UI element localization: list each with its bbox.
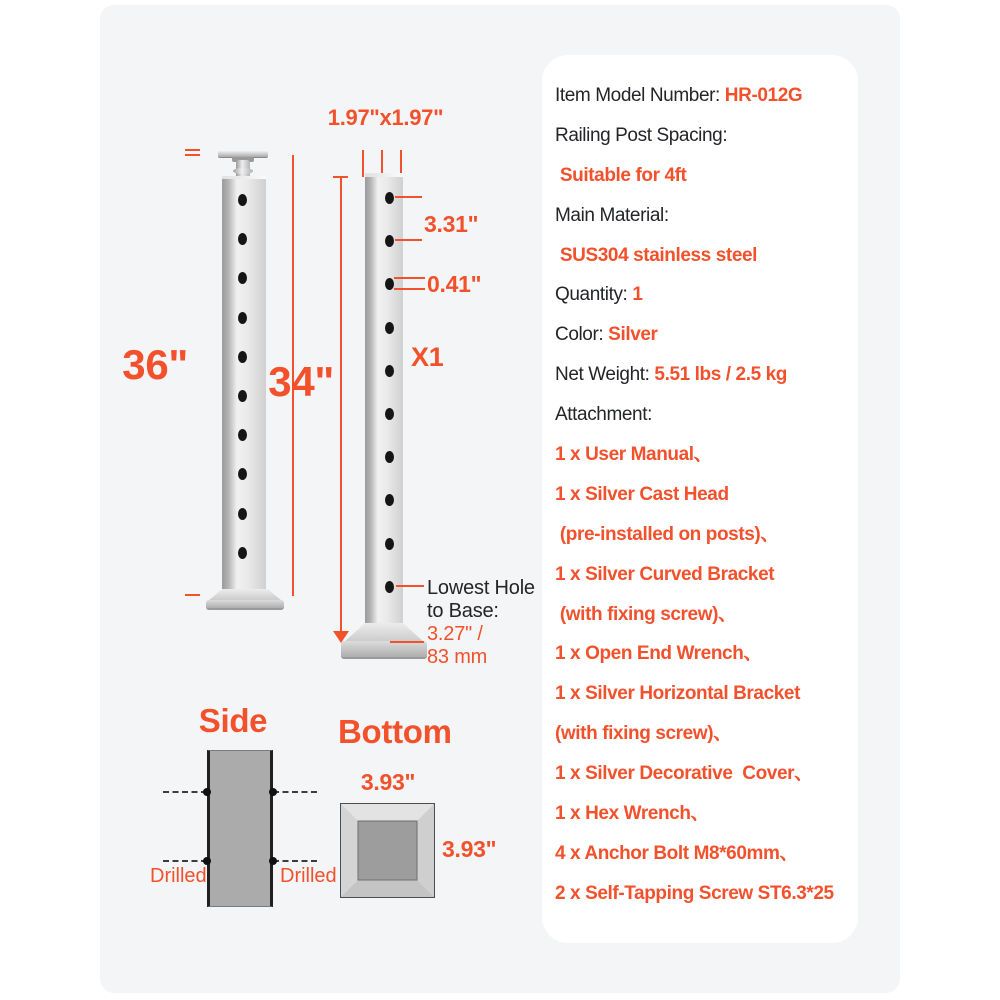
spec-line: 1 x User Manual、 (555, 444, 713, 466)
side-dash-lower-right (273, 860, 317, 862)
lowest-hole-line-4: 83 mm (427, 646, 488, 668)
lowest-hole-line-3: 3.27" / (427, 623, 483, 645)
spec-line: Quantity: 1 (555, 284, 643, 306)
spec-line: 1 x Silver Horizontal Bracket (555, 683, 801, 705)
post-height-36-label: 36" (122, 341, 188, 388)
leader-hole-diameter-top (394, 277, 425, 279)
bottom-depth-label: 3.93" (442, 836, 497, 862)
left-post-base-plate (206, 600, 284, 610)
leader-hole-diameter-bottom (394, 288, 425, 290)
side-dash-upper-right (273, 791, 317, 793)
bottom-width-label: 3.93" (360, 769, 416, 795)
spec-line: Railing Post Spacing: (555, 124, 728, 146)
dim-tick-36-bottom (185, 594, 200, 596)
spec-line: 1 x Silver Cast Head (555, 483, 729, 505)
drilled-hole (238, 508, 247, 520)
side-dot-lower-right (269, 857, 277, 865)
side-dash-lower-left (163, 860, 207, 862)
drilled-hole (238, 312, 247, 324)
dim-tick-34-top (333, 176, 348, 178)
drilled-label-left: Drilled (150, 865, 207, 887)
right-post-base-plate (341, 641, 427, 659)
hole-diameter-label: 0.41" (427, 271, 482, 297)
spec-line: 4 x Anchor Bolt M8*60mm、 (555, 842, 799, 864)
right-post (365, 177, 403, 625)
spec-line: (with fixing screw)、 (555, 603, 737, 625)
spec-line: Item Model Number: HR-012G (555, 85, 803, 106)
spec-card (542, 55, 858, 943)
side-view-title: Side (198, 702, 268, 739)
drilled-hole (238, 194, 247, 206)
drilled-hole (385, 365, 394, 377)
section-size-label: 1.97"x1.97" (327, 105, 444, 130)
drilled-hole (385, 322, 394, 334)
side-dot-lower-left (203, 857, 211, 865)
spec-line: Suitable for 4ft (555, 164, 687, 186)
dim-tick-36-top (185, 154, 200, 156)
base-plate-bottom-view (340, 803, 435, 898)
dim-tick-36-top (185, 149, 200, 151)
drilled-hole (238, 351, 247, 363)
leader-lowest-hole (396, 585, 424, 587)
leader-hole-1 (395, 196, 422, 198)
spec-line: 2 x Self-Tapping Screw ST6.3*25 (555, 882, 834, 904)
cast-head-bulge (233, 168, 253, 174)
spec-list (542, 55, 858, 914)
lowest-hole-line-1: Lowest Hole (427, 577, 535, 599)
dim-line-34 (340, 177, 342, 632)
section-tick-1 (362, 150, 364, 177)
drilled-hole (238, 390, 247, 402)
leader-base (390, 641, 424, 643)
spec-line: Net Weight: 5.51 lbs / 2.5 kg (555, 364, 788, 386)
drilled-label-right: Drilled (280, 865, 337, 887)
drilled-hole (385, 538, 394, 550)
spec-line: SUS304 stainless steel (555, 244, 758, 266)
lowest-hole-annotation (427, 577, 535, 669)
spec-line: (pre-installed on posts)、 (555, 523, 779, 545)
side-view-post (207, 750, 273, 907)
post-height-34-label: 34" (268, 358, 334, 405)
spec-line: 1 x Open End Wrench、 (555, 643, 763, 665)
leader-hole-2 (395, 239, 422, 241)
right-post-base-neck (343, 623, 425, 643)
spec-line: (with fixing screw)、 (555, 723, 732, 745)
quantity-label: X1 (411, 342, 444, 372)
drilled-hole (385, 192, 394, 204)
side-dot-upper-right (269, 788, 277, 796)
spec-line: 1 x Silver Curved Bracket (555, 563, 775, 585)
side-dot-upper-left (203, 788, 211, 796)
drilled-hole (238, 547, 247, 559)
spec-line: Main Material: (555, 204, 669, 226)
side-dash-upper-left (163, 791, 207, 793)
bottom-view-title: Bottom (338, 713, 452, 750)
drilled-hole (385, 408, 394, 420)
spec-line: Attachment: (555, 404, 652, 426)
spec-line: 1 x Silver Decorative Cover、 (555, 763, 813, 785)
spec-line: Color: Silver (555, 324, 658, 346)
lowest-hole-line-2: to Base: (427, 600, 499, 622)
drilled-hole (385, 581, 394, 593)
spec-line: 1 x Hex Wrench、 (555, 803, 710, 825)
hole-spacing-label: 3.31" (424, 211, 479, 237)
